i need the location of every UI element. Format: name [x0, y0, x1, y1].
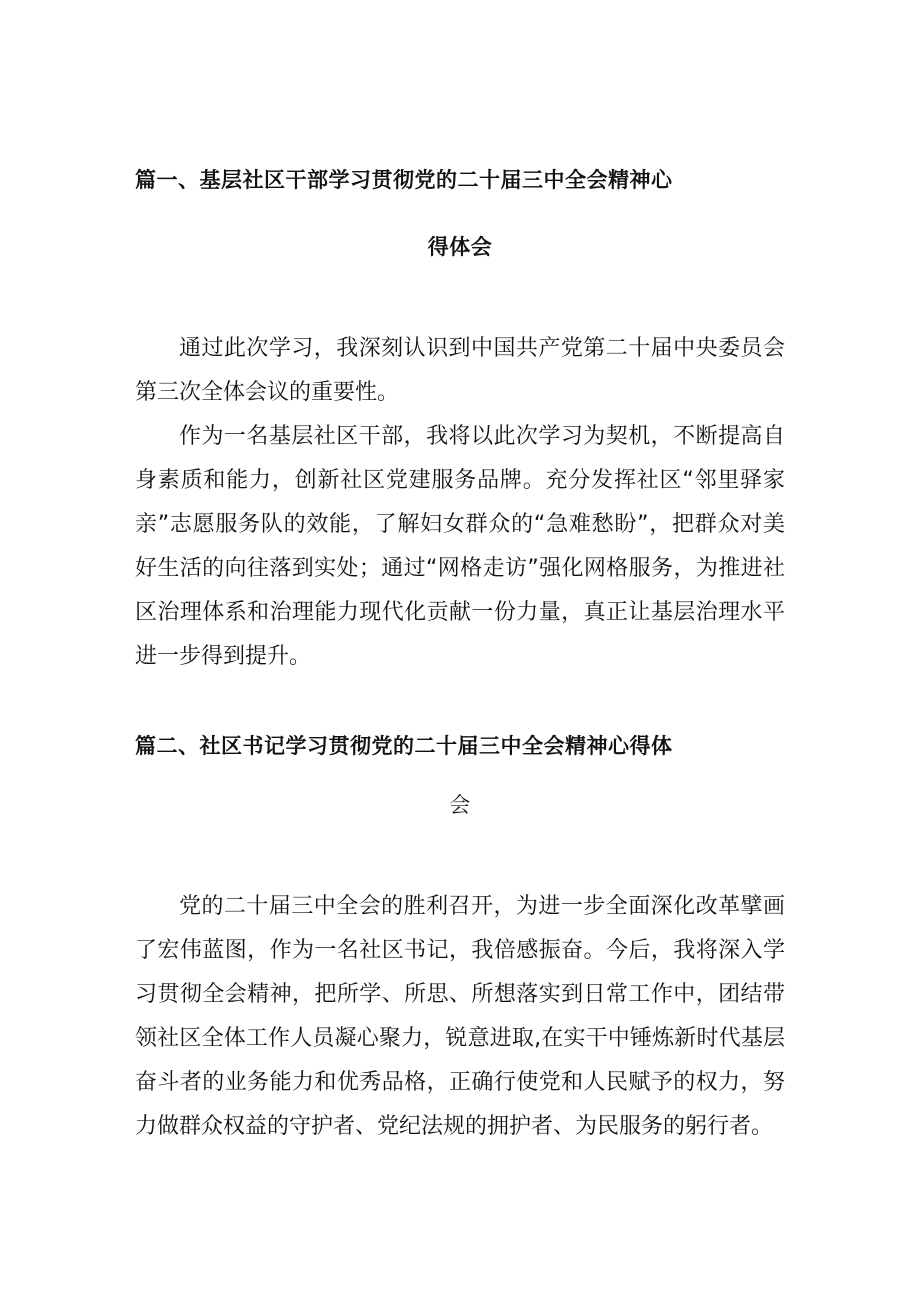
section1-paragraph-2: 作为一名基层社区干部，我将以此次学习为契机，不断提高自身素质和能力，创新社区党建服务品牌。充分发挥社区“邻里驿家亲”志愿服务队的效能，了解妇女群众的“急难愁盼”，把群众对美好生活的向往落到实处；通过“网格走访”强化网格服务，为推进社区治理体系和治理能力现代化贡献一份力量，真正让基层治理水平进一步得到提升。 [135, 424, 785, 669]
section1-paragraph-1: 通过此次学习，我深刻认识到中国共产党第二十届中央委员会第三次全体会议的重要性。 [135, 336, 785, 405]
section2-title-line1: 篇二、社区书记学习贯彻党的二十届三中全会精神心得体 [135, 734, 673, 758]
section2-paragraph-1: 党的二十届三中全会的胜利召开，为进一步全面深化改革擘画了宏伟蓝图，作为一名社区书记，我倍感振奋。今后，我将深入学习贯彻全会精神，把所学、所思、所想落实到日常工作中，团结带领社区全体工作人员凝心聚力，锐意进取,在实干中锤炼新时代基层奋斗者的业务能力和优秀品格，正确行使党和人民赋予的权力，努力做群众权益的守护者、党纪法规的拥护者、为民服务的躬行者。 [135, 894, 785, 1139]
section2-title-line2: 会 [449, 793, 471, 817]
section1-title-line2: 得体会 [427, 235, 493, 259]
section1-title-line1: 篇一、基层社区干部学习贯彻党的二十届三中全会精神心 [135, 168, 673, 192]
